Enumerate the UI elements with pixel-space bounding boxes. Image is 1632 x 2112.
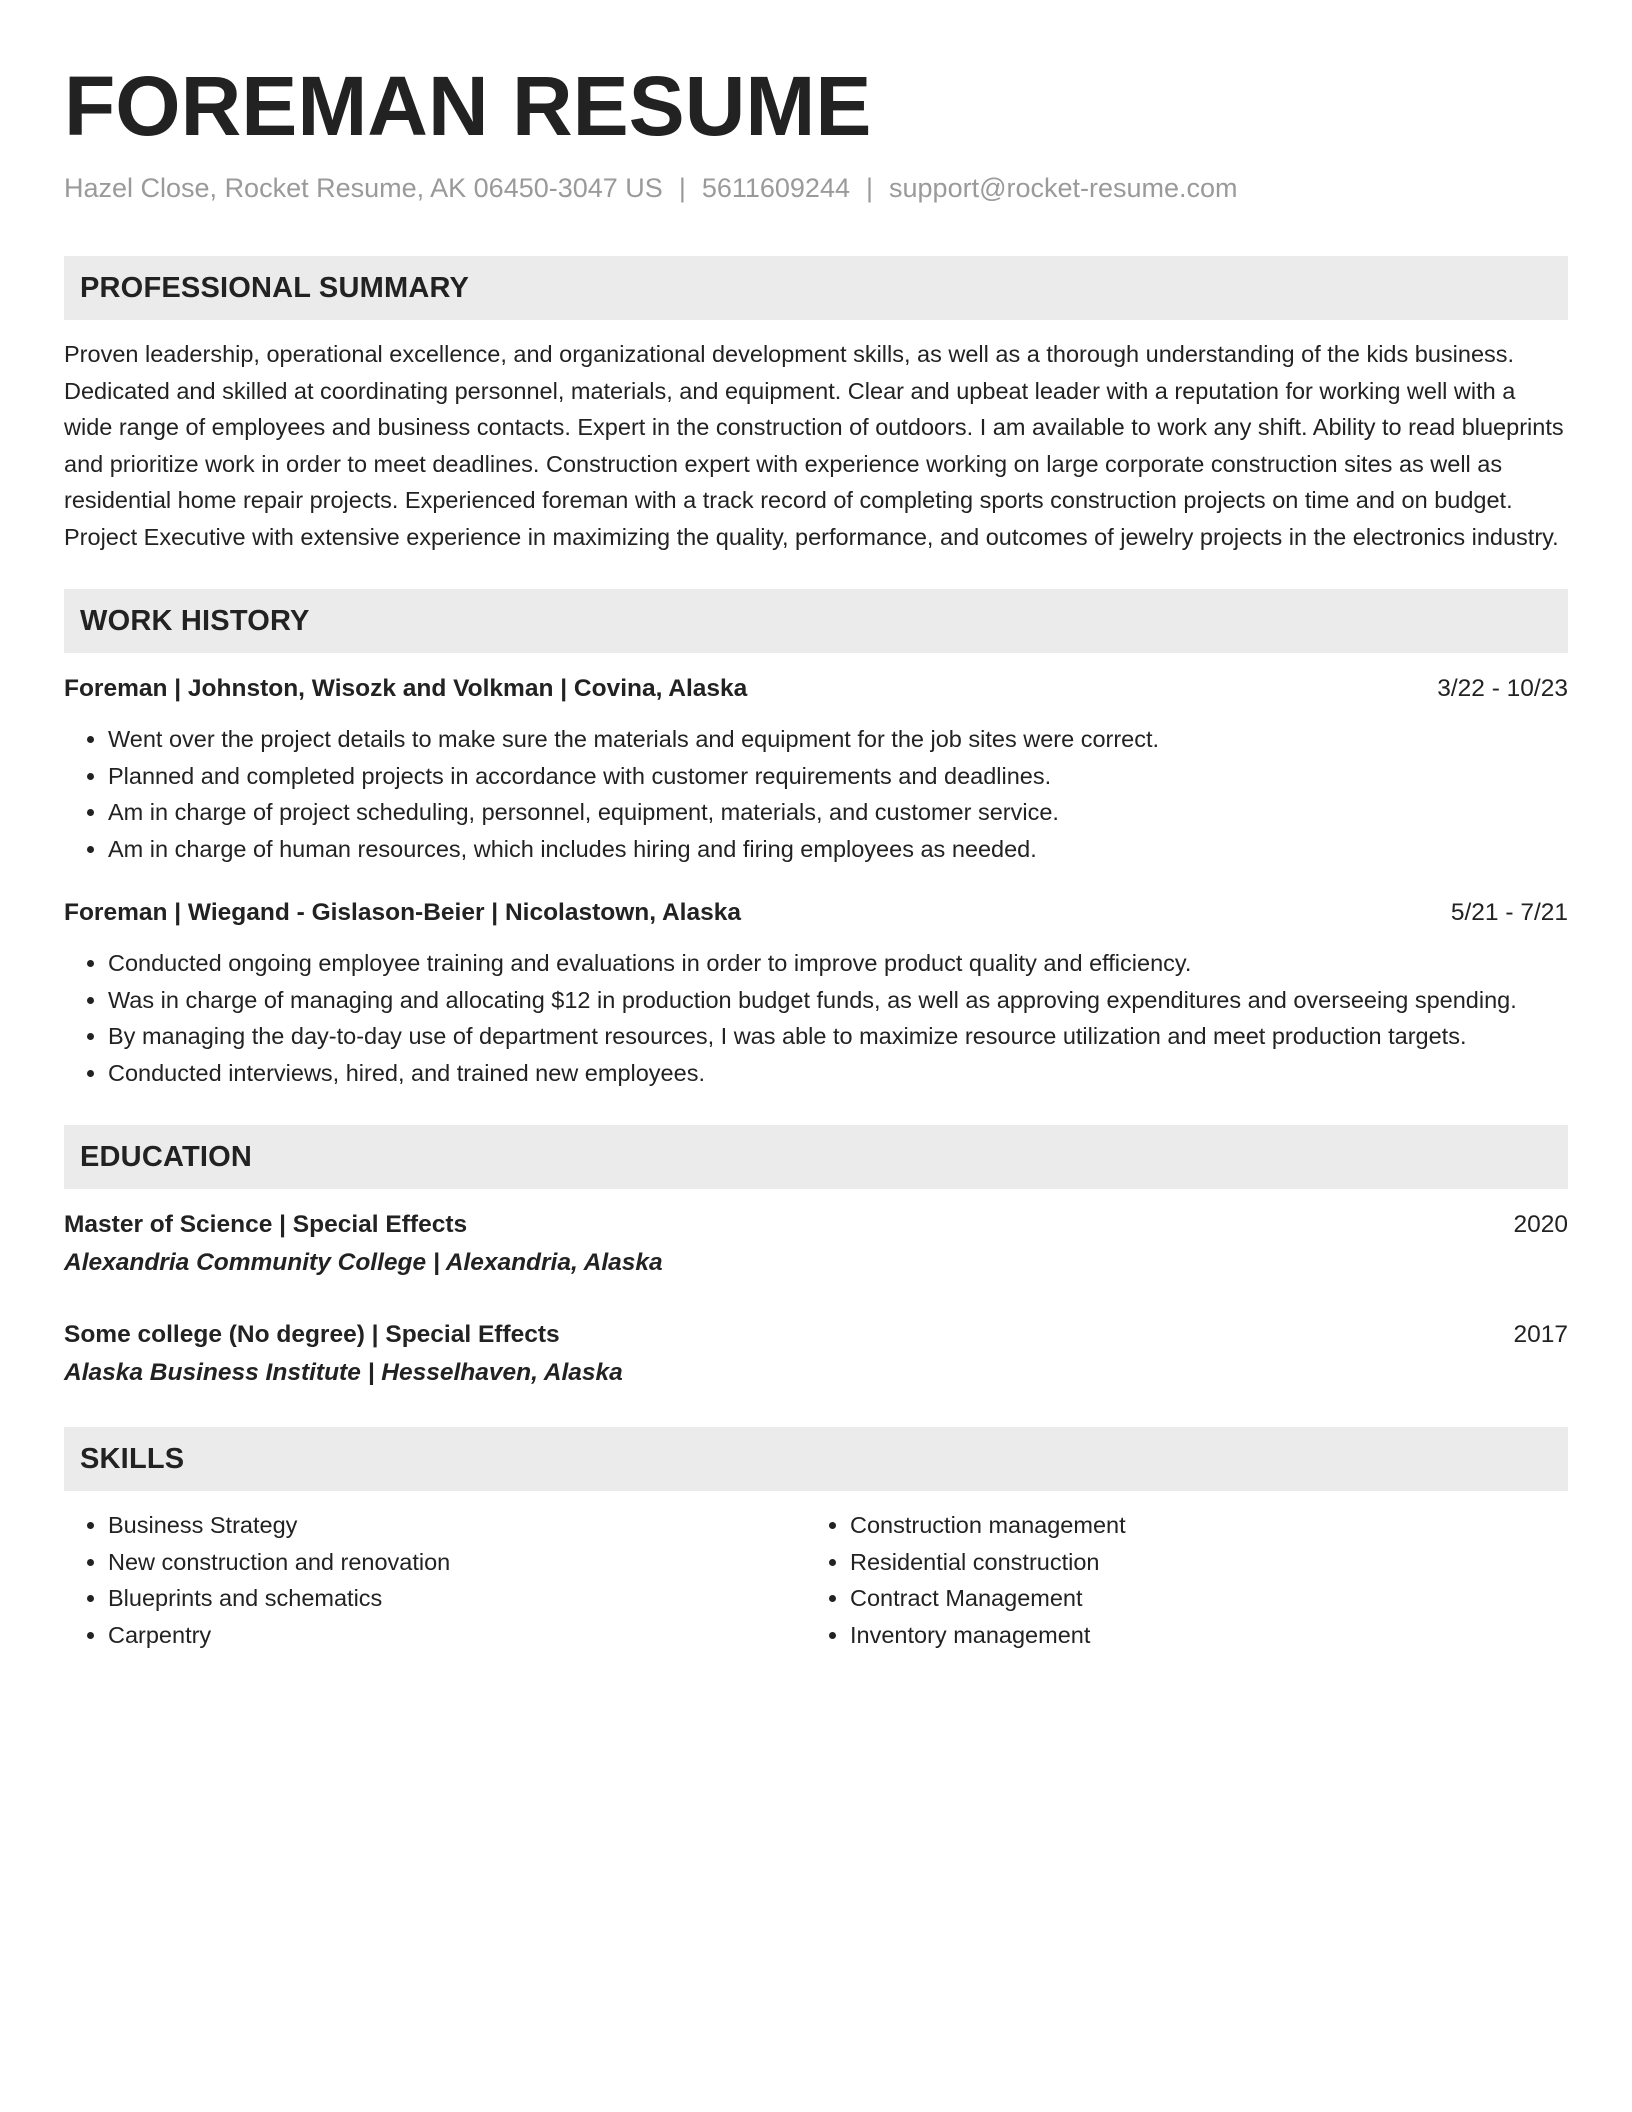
skill-item: • Inventory management (850, 1617, 1548, 1654)
resume-title: FOREMAN RESUME (64, 59, 872, 153)
section-header-education: EDUCATION (64, 1125, 1568, 1189)
contact-phone: 5611609244 (701, 173, 850, 203)
education-year: 2020 (1513, 1211, 1568, 1238)
job-bullet: • Planned and completed projects in accordance with customer requirements and deadlines. (108, 758, 1568, 795)
education-school: Alaska Business Institute | Hesselhaven, Alaska (64, 1359, 623, 1386)
contact-separator: | (678, 173, 686, 203)
job-bullet: • Am in charge of human resources, which includes hiring and firing employees as needed. (108, 831, 1568, 868)
job-title: Foreman | Wiegand - Gislason-Beier | Nicolastown, Alaska (64, 899, 741, 926)
job-bullets (64, 721, 1568, 867)
skill-item: • Blueprints and schematics (108, 1580, 806, 1617)
skills-grid (64, 1507, 1568, 1653)
skills-list-right (806, 1507, 1548, 1653)
resume-page (64, 0, 1568, 1653)
job-bullet: • By managing the day-to-day use of department resources, I was able to maximize resource utilization and meet production targets. (108, 1018, 1568, 1055)
education-school: Alexandria Community College | Alexandria, Alaska (64, 1249, 663, 1276)
contact-line (64, 170, 1568, 206)
job-bullet: • Was in charge of managing and allocating $12 in production budget funds, as well as approving expenditures and overseeing spending. (108, 982, 1568, 1019)
skills-list-left (64, 1507, 806, 1653)
section-header-summary: PROFESSIONAL SUMMARY (64, 256, 1568, 320)
job-bullets (64, 945, 1568, 1091)
skill-item: • Business Strategy (108, 1507, 806, 1544)
job-title: Foreman | Johnston, Wisozk and Volkman | Covina, Alaska (64, 675, 748, 702)
education-degree: Master of Science | Special Effects (64, 1211, 468, 1238)
education-entry (64, 1207, 1568, 1281)
job-header (64, 895, 1568, 931)
skill-item: • Construction management (850, 1507, 1548, 1544)
skill-item: • New construction and renovation (108, 1544, 806, 1581)
section-header-skills: SKILLS (64, 1427, 1568, 1491)
job-entry (64, 671, 1568, 867)
section-header-work-history: WORK HISTORY (64, 589, 1568, 653)
job-dates: 5/21 - 7/21 (1450, 899, 1568, 926)
job-bullet: • Conducted interviews, hired, and trained new employees. (108, 1055, 1568, 1092)
contact-address: Hazel Close, Rocket Resume, AK 06450-3047 US (64, 173, 663, 203)
job-bullet: • Went over the project details to make sure the materials and equipment for the job sites were correct. (108, 721, 1568, 758)
education-year: 2017 (1513, 1321, 1568, 1348)
education-header (64, 1317, 1568, 1353)
education-degree: Some college (No degree) | Special Effects (64, 1321, 560, 1348)
job-bullet: • Conducted ongoing employee training and evaluations in order to improve product quality and efficiency. (108, 945, 1568, 982)
skill-item: • Residential construction (850, 1544, 1548, 1581)
job-dates: 3/22 - 10/23 (1437, 675, 1568, 702)
contact-email: support@rocket-resume.com (889, 173, 1238, 203)
education-entry (64, 1317, 1568, 1391)
job-bullet: • Am in charge of project scheduling, personnel, equipment, materials, and customer service. (108, 794, 1568, 831)
contact-separator: | (866, 173, 874, 203)
education-header (64, 1207, 1568, 1243)
summary-paragraph: Proven leadership, operational excellence, and organizational development skills, as well as a thorough understanding of the kids business. Dedicated and skilled at coordinating personnel, materials, and equipment. Clear and upbeat leader with a reputation for working well with a wide range of employees and business contacts. Expert in the construction of outdoors. I am available to work any shift. Ability to read blueprints and prioritize work in order to meet deadlines. Construction expert with experience working on large corporate construction sites as well as residential home repair projects. Experienced foreman with a track record of completing sports construction projects on time and on budget. Project Executive with extensive experience in maximizing the quality, performance, and outcomes of jewelry projects in the electronics industry. (64, 341, 1564, 550)
skill-item: • Contract Management (850, 1580, 1548, 1617)
skill-item: • Carpentry (108, 1617, 806, 1654)
job-entry (64, 895, 1568, 1091)
job-header (64, 671, 1568, 707)
